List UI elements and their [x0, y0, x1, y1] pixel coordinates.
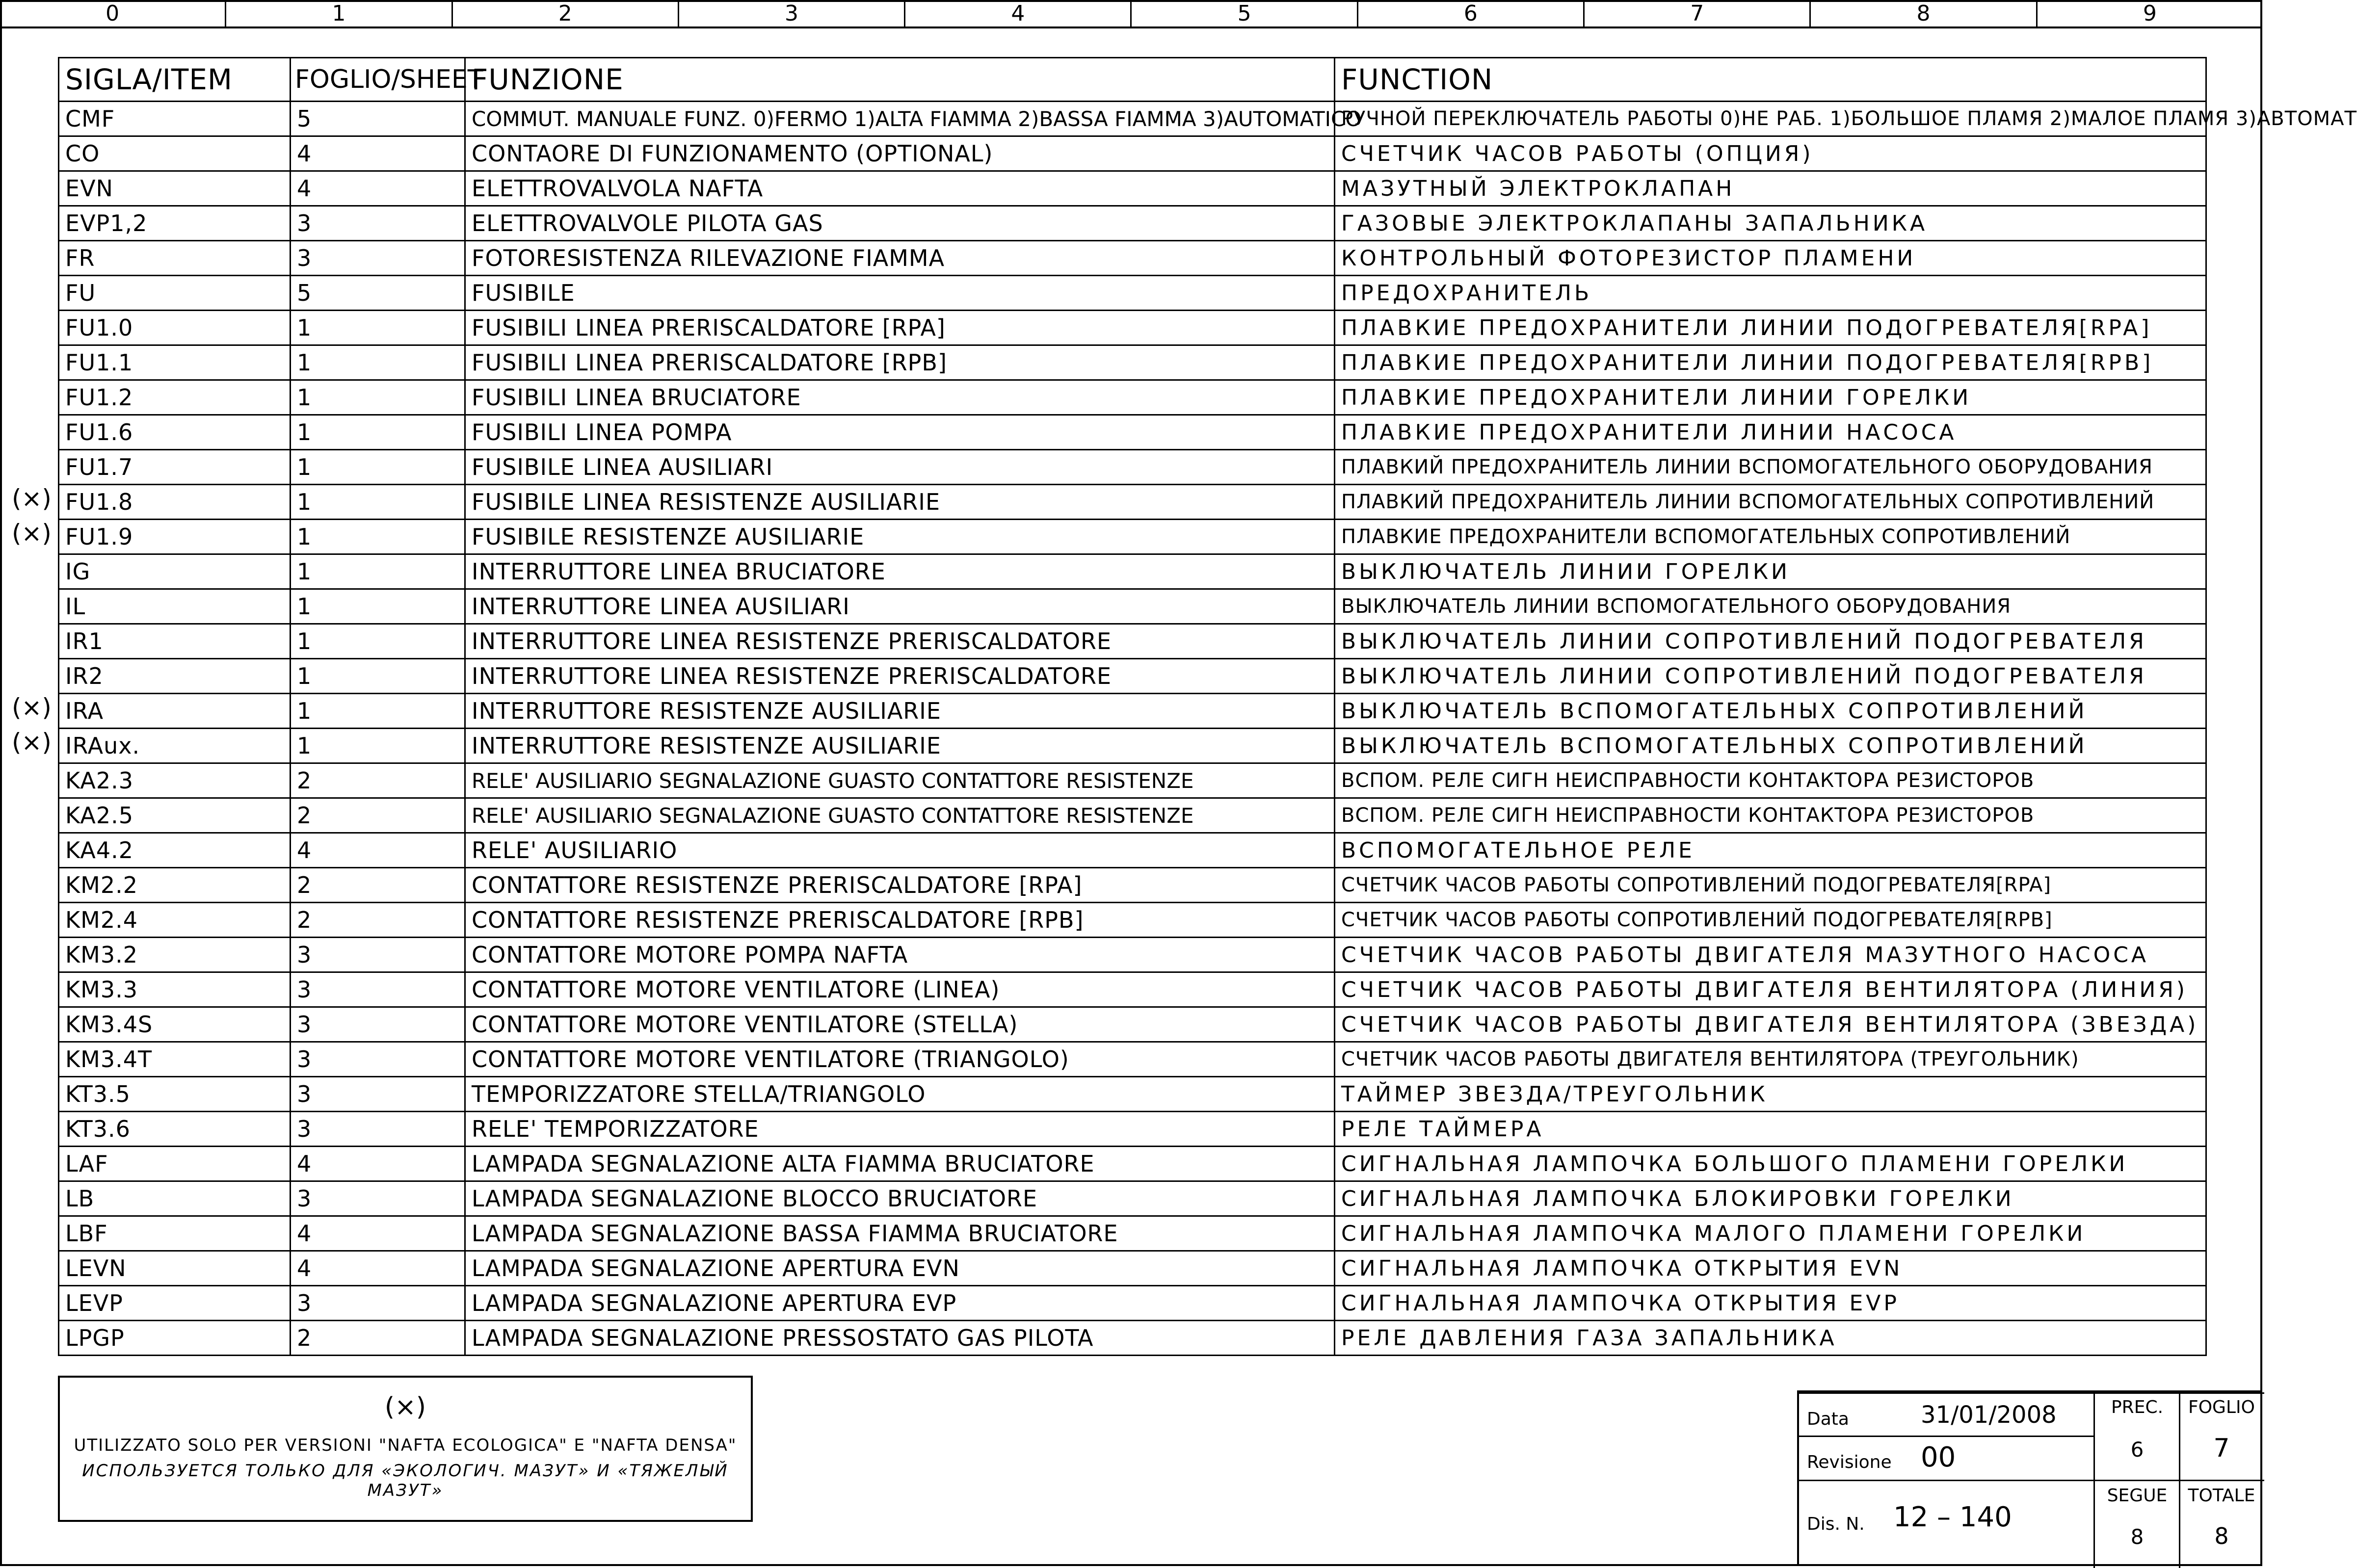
ruler-cell: 2 — [453, 0, 679, 26]
item-cell: IR2 — [59, 659, 291, 694]
sheet-label: FOGLIO — [2188, 1397, 2255, 1417]
function-cell: СЧЕТЧИК ЧАСОВ РАБОТЫ ДВИГАТЕЛЯ МАЗУТНОГО НАСОСА — [1335, 938, 2206, 972]
function-cell: СИГНАЛЬНАЯ ЛАМПОЧКА МАЛОГО ПЛАМЕНИ ГОРЕЛКИ — [1335, 1216, 2206, 1251]
table-row — [59, 729, 2206, 763]
header-item: SIGLA/ITEM — [59, 58, 291, 102]
total-value: 8 — [2214, 1523, 2229, 1549]
funzione-cell: LAMPADA SEGNALAZIONE BLOCCO BRUCIATORE — [465, 1181, 1335, 1216]
function-cell: ВЫКЛЮЧАТЕЛЬ ВСПОМОГАТЕЛЬНЫХ СОПРОТИВЛЕНИЙ — [1335, 729, 2206, 763]
ruler-cell: 9 — [2143, 0, 2157, 26]
header-function: FUNCTION — [1335, 58, 2206, 102]
function-cell: ВСПОМ. РЕЛЕ СИГН НЕИСПРАВНОСТИ КОНТАКТОРА РЕЗИСТОРОВ — [1335, 798, 2206, 833]
item-cell: KM2.4 — [59, 903, 291, 938]
item-cell: KA2.5 — [59, 798, 291, 833]
item-cell: KA2.3 — [59, 763, 291, 798]
sheet-cell: 1 — [291, 345, 465, 380]
sheet-cell: 2 — [291, 868, 465, 903]
funzione-cell: CONTATTORE MOTORE POMPA NAFTA — [465, 938, 1335, 972]
sheet-cell: 3 — [291, 1042, 465, 1077]
sheet-cell: 2 — [291, 798, 465, 833]
function-cell: ГАЗОВЫЕ ЭЛЕКТРОКЛАПАНЫ ЗАПАЛЬНИКА — [1335, 206, 2206, 241]
item-cell: FU1.6 — [59, 415, 291, 450]
ruler-cell: 7 — [1585, 0, 1811, 26]
footnote-italian: UTILIZZATO SOLO PER VERSIONI "NAFTA ECOLOGICA" E "NAFTA DENSA" — [74, 1436, 737, 1455]
header-sheet: FOGLIO/SHEET — [291, 58, 465, 102]
function-cell: СЧЕТЧИК ЧАСОВ РАБОТЫ СОПРОТИВЛЕНИЙ ПОДОГРЕВАТЕЛЯ[RPA] — [1335, 868, 2206, 903]
funzione-cell: COMMUT. MANUALE FUNZ. 0)FERMO 1)ALTA FIAMMA 2)BASSA FIAMMA 3)AUTOMATICO — [465, 102, 1335, 136]
table-row — [59, 171, 2206, 206]
item-cell: KM2.2 — [59, 868, 291, 903]
sheet-cell: 4 — [291, 1216, 465, 1251]
table-row — [59, 1286, 2206, 1321]
ruler-cell: 8 — [1811, 0, 2037, 26]
item-cell: IRAux. — [59, 729, 291, 763]
item-cell: EVP1,2 — [59, 206, 291, 241]
sheet-cell: 1 — [291, 450, 465, 485]
sheet-cell: 4 — [291, 1251, 465, 1286]
table-row — [59, 1077, 2206, 1112]
function-cell: СЧЕТЧИК ЧАСОВ РАБОТЫ СОПРОТИВЛЕНИЙ ПОДОГРЕВАТЕЛЯ[RPB] — [1335, 903, 2206, 938]
ruler-cell: 1 — [226, 0, 452, 26]
table-body — [59, 102, 2357, 1356]
table-row — [59, 763, 2206, 798]
footnote-box — [58, 1376, 753, 1522]
function-cell: СЧЕТЧИК ЧАСОВ РАБОТЫ (ОПЦИЯ) — [1335, 136, 2206, 171]
prev-sheet-value: 6 — [2130, 1437, 2144, 1462]
funzione-cell: CONTATTORE RESISTENZE PRERISCALDATORE [RPA] — [465, 868, 1335, 903]
item-cell: FU1.7 — [59, 450, 291, 485]
sheet-cell: 5 — [291, 276, 465, 311]
table-row — [59, 1251, 2206, 1286]
ruler-cell: 0 — [0, 0, 226, 26]
sheet-cell: 1 — [291, 380, 465, 415]
funzione-cell: RELE' AUSILIARIO SEGNALAZIONE GUASTO CONTATTORE RESISTENZE — [465, 763, 1335, 798]
item-cell: IL — [59, 589, 291, 624]
function-cell: СИГНАЛЬНАЯ ЛАМПОЧКА ОТКРЫТИЯ EVP — [1335, 1286, 2206, 1321]
function-cell: КОНТРОЛЬНЫЙ ФОТОРЕЗИСТОР ПЛАМЕНИ — [1335, 241, 2206, 276]
sheet-cell: 4 — [291, 1147, 465, 1181]
ruler-cell: 6 — [1358, 0, 1585, 26]
funzione-cell: FUSIBILI LINEA PRERISCALDATORE [RPA] — [465, 311, 1335, 345]
funzione-cell: CONTATTORE MOTORE VENTILATORE (TRIANGOLO) — [465, 1042, 1335, 1077]
item-cell: LEVN — [59, 1251, 291, 1286]
version-marker: (×) — [12, 519, 52, 548]
table-row — [59, 1181, 2206, 1216]
item-cell: IG — [59, 554, 291, 589]
item-cell: EVN — [59, 171, 291, 206]
sheet-cell: 5 — [291, 102, 465, 136]
funzione-cell: FOTORESISTENZA RILEVAZIONE FIAMMA — [465, 241, 1335, 276]
version-marker: (×) — [12, 728, 52, 757]
item-cell: IRA — [59, 694, 291, 729]
table-row — [59, 1112, 2206, 1147]
sheet-cell: 1 — [291, 694, 465, 729]
function-cell: ПЛАВКИЕ ПРЕДОХРАНИТЕЛИ ЛИНИИ ПОДОГРЕВАТЕЛЯ[RPB] — [1335, 345, 2206, 380]
item-cell: LPGP — [59, 1321, 291, 1356]
table-row — [59, 1147, 2206, 1181]
sheet-cell: 3 — [291, 206, 465, 241]
table-row — [59, 833, 2206, 868]
sheet-value: 7 — [2213, 1434, 2230, 1463]
function-cell: ТАЙМЕР ЗВЕЗДА/ТРЕУГОЛЬНИК — [1335, 1077, 2206, 1112]
next-sheet-value: 8 — [2130, 1525, 2144, 1549]
sheet-cell: 3 — [291, 1007, 465, 1042]
sheet-cell: 2 — [291, 903, 465, 938]
function-cell: ВЫКЛЮЧАТЕЛЬ ЛИНИИ ГОРЕЛКИ — [1335, 554, 2206, 589]
table-row — [59, 589, 2206, 624]
sheet-cell: 3 — [291, 1181, 465, 1216]
function-cell: ПЛАВКИЕ ПРЕДОХРАНИТЕЛИ ЛИНИИ НАСОСА — [1335, 415, 2206, 450]
sheet-cell: 1 — [291, 729, 465, 763]
item-cell: CO — [59, 136, 291, 171]
item-cell: KM3.3 — [59, 972, 291, 1007]
table-row — [59, 276, 2206, 311]
ruler-cell: 3 — [679, 0, 905, 26]
table-row — [59, 694, 2206, 729]
table-row — [59, 624, 2206, 659]
funzione-cell: FUSIBILE LINEA AUSILIARI — [465, 450, 1335, 485]
funzione-cell: LAMPADA SEGNALAZIONE BASSA FIAMMA BRUCIATORE — [465, 1216, 1335, 1251]
function-cell: ВСПОМ. РЕЛЕ СИГН НЕИСПРАВНОСТИ КОНТАКТОРА РЕЗИСТОРОВ — [1335, 763, 2206, 798]
funzione-cell: CONTATTORE MOTORE VENTILATORE (STELLA) — [465, 1007, 1335, 1042]
item-cell: LB — [59, 1181, 291, 1216]
table-row — [59, 311, 2206, 345]
table-row — [59, 450, 2206, 485]
sheet-cell: 1 — [291, 554, 465, 589]
function-cell: СЧЕТЧИК ЧАСОВ РАБОТЫ ДВИГАТЕЛЯ ВЕНТИЛЯТОРА (ТРЕУГОЛЬНИК) — [1335, 1042, 2206, 1077]
function-cell: ПЛАВКИЙ ПРЕДОХРАНИТЕЛЬ ЛИНИИ ВСПОМОГАТЕЛЬНЫХ СОПРОТИВЛЕНИЙ — [1335, 485, 2206, 520]
sheet-cell: 3 — [291, 1112, 465, 1147]
table-row — [59, 659, 2206, 694]
item-cell: FU1.2 — [59, 380, 291, 415]
function-cell: ВЫКЛЮЧАТЕЛЬ ЛИНИИ СОПРОТИВЛЕНИЙ ПОДОГРЕВАТЕЛЯ — [1335, 624, 2206, 659]
funzione-cell: FUSIBILE — [465, 276, 1335, 311]
item-cell: KM3.4T — [59, 1042, 291, 1077]
column-ruler — [0, 0, 2262, 28]
function-cell: ПЛАВКИЙ ПРЕДОХРАНИТЕЛЬ ЛИНИИ ВСПОМОГАТЕЛЬНОГО ОБОРУДОВАНИЯ — [1335, 450, 2206, 485]
funzione-cell: LAMPADA SEGNALAZIONE APERTURA EVP — [465, 1286, 1335, 1321]
table-row — [59, 345, 2206, 380]
funzione-cell: INTERRUTTORE LINEA RESISTENZE PRERISCALDATORE — [465, 659, 1335, 694]
item-cell: KT3.5 — [59, 1077, 291, 1112]
function-cell: ПЛАВКИЕ ПРЕДОХРАНИТЕЛИ ЛИНИИ ГОРЕЛКИ — [1335, 380, 2206, 415]
table-row — [59, 520, 2206, 554]
funzione-cell: FUSIBILI LINEA BRUCIATORE — [465, 380, 1335, 415]
version-marker: (×) — [12, 693, 52, 722]
next-sheet-label: SEGUE — [2107, 1486, 2168, 1506]
sheet-cell: 2 — [291, 1321, 465, 1356]
funzione-cell: TEMPORIZZATORE STELLA/TRIANGOLO — [465, 1077, 1335, 1112]
sheet-cell: 1 — [291, 589, 465, 624]
sheet-cell: 1 — [291, 311, 465, 345]
funzione-cell: INTERRUTTORE LINEA RESISTENZE PRERISCALDATORE — [465, 624, 1335, 659]
table-row — [59, 868, 2206, 903]
funzione-cell: ELETTROVALVOLE PILOTA GAS — [465, 206, 1335, 241]
item-cell: FU1.8 — [59, 485, 291, 520]
table-row — [59, 1321, 2206, 1356]
sheet-cell: 3 — [291, 1286, 465, 1321]
funzione-cell: FUSIBILI LINEA POMPA — [465, 415, 1335, 450]
sheet-cell: 1 — [291, 415, 465, 450]
sheet-cell: 1 — [291, 659, 465, 694]
funzione-cell: CONTAORE DI FUNZIONAMENTO (OPTIONAL) — [465, 136, 1335, 171]
footnote-russian: ИСПОЛЬЗУЕТСЯ ТОЛЬКО ДЛЯ «ЭКОЛОГИЧ. МАЗУТ» И «ТЯЖЕЛЫЙ МАЗУТ» — [82, 1461, 729, 1500]
table-row — [59, 972, 2206, 1007]
function-cell: РЕЛЕ ДАВЛЕНИЯ ГАЗА ЗАПАЛЬНИКА — [1335, 1321, 2206, 1356]
function-cell: СИГНАЛЬНАЯ ЛАМПОЧКА ОТКРЫТИЯ EVN — [1335, 1251, 2206, 1286]
item-cell: FU1.1 — [59, 345, 291, 380]
table-row — [59, 136, 2206, 171]
date-label: Data — [1807, 1409, 1849, 1429]
funzione-cell: INTERRUTTORE RESISTENZE AUSILIARIE — [465, 694, 1335, 729]
footnote-symbol: (×) — [384, 1392, 426, 1422]
funzione-cell: INTERRUTTORE LINEA AUSILIARI — [465, 589, 1335, 624]
function-cell: СИГНАЛЬНАЯ ЛАМПОЧКА БЛОКИРОВКИ ГОРЕЛКИ — [1335, 1181, 2206, 1216]
sheet-cell: 1 — [291, 520, 465, 554]
prev-sheet-label: PREC. — [2111, 1397, 2164, 1417]
title-block — [1797, 1390, 2262, 1566]
table-row — [59, 415, 2206, 450]
revision-value: 00 — [1921, 1441, 1956, 1473]
sheet-cell: 4 — [291, 136, 465, 171]
function-cell: ПЛАВКИЕ ПРЕДОХРАНИТЕЛИ ЛИНИИ ПОДОГРЕВАТЕЛЯ[RPA] — [1335, 311, 2206, 345]
table-row — [59, 485, 2206, 520]
function-cell: ВЫКЛЮЧАТЕЛЬ ВСПОМОГАТЕЛЬНЫХ СОПРОТИВЛЕНИЙ — [1335, 694, 2206, 729]
funzione-cell: RELE' TEMPORIZZATORE — [465, 1112, 1335, 1147]
revision-label: Revisione — [1807, 1452, 1892, 1472]
total-label: TOTALE — [2188, 1486, 2255, 1506]
funzione-cell: RELE' AUSILIARIO SEGNALAZIONE GUASTO CONTATTORE RESISTENZE — [465, 798, 1335, 833]
sheet-cell: 1 — [291, 485, 465, 520]
funzione-cell: FUSIBILE LINEA RESISTENZE AUSILIARIE — [465, 485, 1335, 520]
funzione-cell: ELETTROVALVOLA NAFTA — [465, 171, 1335, 206]
function-cell: ПРЕДОХРАНИТЕЛЬ — [1335, 276, 2206, 311]
table-row — [59, 206, 2206, 241]
function-cell: ВЫКЛЮЧАТЕЛЬ ЛИНИИ ВСПОМОГАТЕЛЬНОГО ОБОРУДОВАНИЯ — [1335, 589, 2206, 624]
funzione-cell: INTERRUTTORE LINEA BRUCIATORE — [465, 554, 1335, 589]
table-row — [59, 1007, 2206, 1042]
item-cell: KM3.4S — [59, 1007, 291, 1042]
function-cell: РЕЛЕ ТАЙМЕРА — [1335, 1112, 2206, 1147]
sheet-cell: 4 — [291, 171, 465, 206]
table-row — [59, 938, 2206, 972]
sheet-cell: 3 — [291, 241, 465, 276]
funzione-cell: LAMPADA SEGNALAZIONE ALTA FIAMMA BRUCIATORE — [465, 1147, 1335, 1181]
item-cell: FU1.0 — [59, 311, 291, 345]
table-header-row — [59, 58, 2206, 102]
ruler-cell: 4 — [905, 0, 1132, 26]
funzione-cell: RELE' AUSILIARIO — [465, 833, 1335, 868]
table-row — [59, 798, 2206, 833]
function-cell: ВСПОМОГАТЕЛЬНОЕ РЕЛЕ — [1335, 833, 2206, 868]
sheet-cell: 3 — [291, 938, 465, 972]
function-cell: СЧЕТЧИК ЧАСОВ РАБОТЫ ДВИГАТЕЛЯ ВЕНТИЛЯТОРА (ЗВЕЗДА) — [1335, 1007, 2206, 1042]
item-cell: FU — [59, 276, 291, 311]
funzione-cell: FUSIBILE RESISTENZE AUSILIARIE — [465, 520, 1335, 554]
table-row — [59, 903, 2206, 938]
version-marker: (×) — [12, 484, 52, 513]
function-cell: ПЛАВКИЕ ПРЕДОХРАНИТЕЛИ ВСПОМОГАТЕЛЬНЫХ СОПРОТИВЛЕНИЙ — [1335, 520, 2206, 554]
legend-table — [58, 57, 2357, 1356]
function-cell: СИГНАЛЬНАЯ ЛАМПОЧКА БОЛЬШОГО ПЛАМЕНИ ГОРЕЛКИ — [1335, 1147, 2206, 1181]
table-row — [59, 241, 2206, 276]
drawing-number-value: 12 – 140 — [1893, 1501, 2012, 1533]
item-cell: FU1.9 — [59, 520, 291, 554]
function-cell: РУЧНОЙ ПЕРЕКЛЮЧАТЕЛЬ РАБОТЫ 0)НЕ РАБ. 1)БОЛЬШОЕ ПЛАМЯ 2)МАЛОЕ ПЛАМЯ 3)АВТОМАТ — [1335, 102, 2206, 136]
funzione-cell: FUSIBILI LINEA PRERISCALDATORE [RPB] — [465, 345, 1335, 380]
function-cell: МАЗУТНЫЙ ЭЛЕКТРОКЛАПАН — [1335, 171, 2206, 206]
header-funzione: FUNZIONE — [465, 58, 1335, 102]
function-cell: СЧЕТЧИК ЧАСОВ РАБОТЫ ДВИГАТЕЛЯ ВЕНТИЛЯТОРА (ЛИНИЯ) — [1335, 972, 2206, 1007]
table-row — [59, 1216, 2206, 1251]
sheet-cell: 3 — [291, 1077, 465, 1112]
item-cell: CMF — [59, 102, 291, 136]
item-cell: IR1 — [59, 624, 291, 659]
drawing-number-label: Dis. N. — [1807, 1514, 1865, 1534]
funzione-cell: CONTATTORE RESISTENZE PRERISCALDATORE [RPB] — [465, 903, 1335, 938]
item-cell: LBF — [59, 1216, 291, 1251]
date-value: 31/01/2008 — [1921, 1401, 2057, 1429]
funzione-cell: INTERRUTTORE RESISTENZE AUSILIARIE — [465, 729, 1335, 763]
sheet-cell: 2 — [291, 763, 465, 798]
sheet-cell: 1 — [291, 624, 465, 659]
funzione-cell: LAMPADA SEGNALAZIONE APERTURA EVN — [465, 1251, 1335, 1286]
item-cell: KA4.2 — [59, 833, 291, 868]
funzione-cell: LAMPADA SEGNALAZIONE PRESSOSTATO GAS PILOTA — [465, 1321, 1335, 1356]
table-row — [59, 380, 2206, 415]
table-row — [59, 1042, 2206, 1077]
item-cell: LEVP — [59, 1286, 291, 1321]
funzione-cell: CONTATTORE MOTORE VENTILATORE (LINEA) — [465, 972, 1335, 1007]
function-cell: ВЫКЛЮЧАТЕЛЬ ЛИНИИ СОПРОТИВЛЕНИЙ ПОДОГРЕВАТЕЛЯ — [1335, 659, 2206, 694]
sheet-cell: 4 — [291, 833, 465, 868]
ruler-cell: 5 — [1132, 0, 1358, 26]
item-cell: FR — [59, 241, 291, 276]
item-cell: KM3.2 — [59, 938, 291, 972]
table-row — [59, 102, 2206, 136]
item-cell: LAF — [59, 1147, 291, 1181]
table-row — [59, 554, 2206, 589]
item-cell: KT3.6 — [59, 1112, 291, 1147]
sheet-cell: 3 — [291, 972, 465, 1007]
